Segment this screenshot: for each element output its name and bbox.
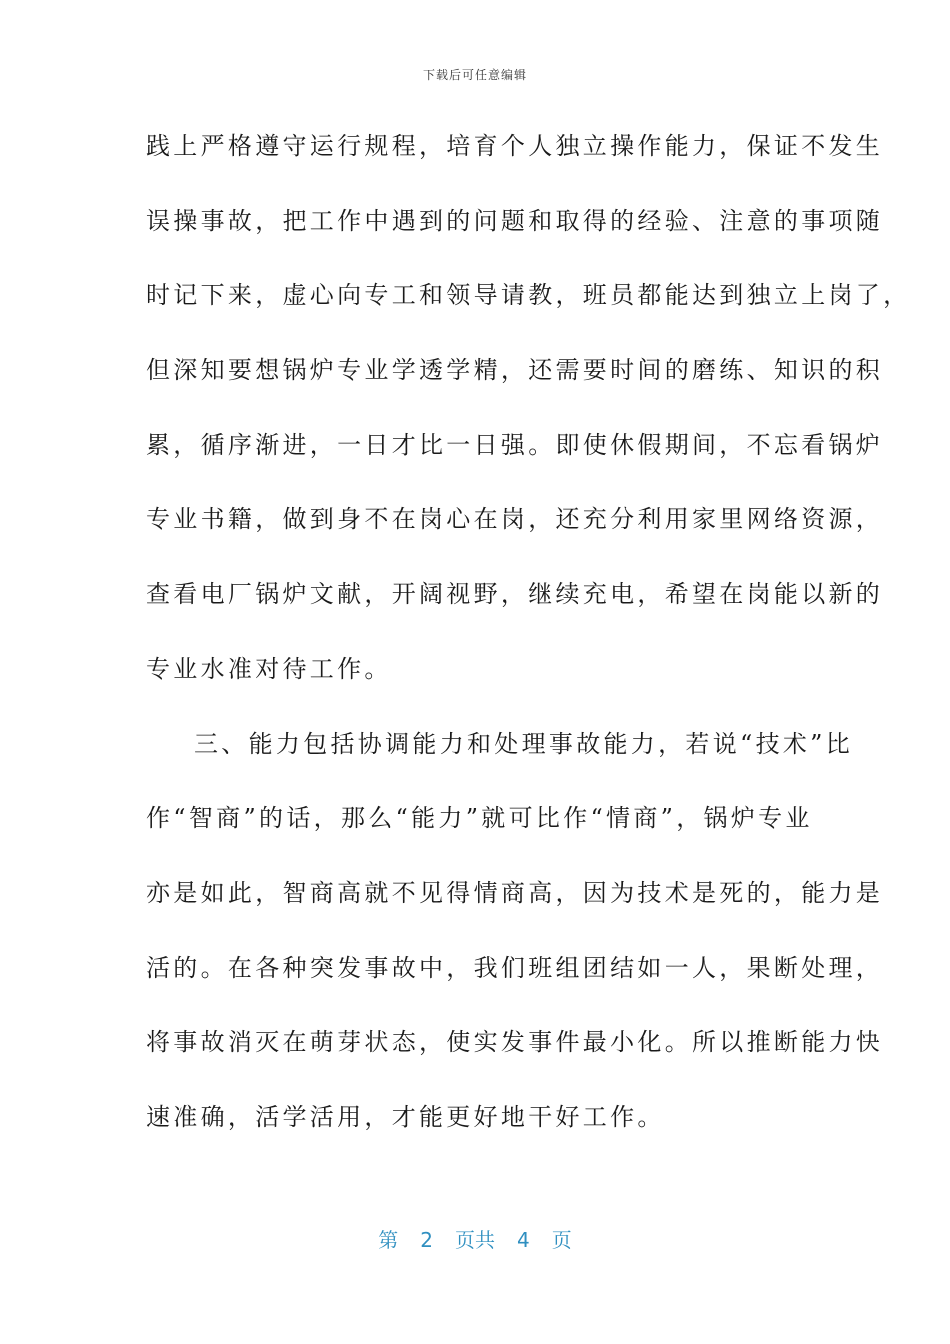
footer-page-number: 2	[420, 1228, 433, 1252]
text-line: 但深知要想锅炉专业学透学精，还需要时间的磨练、知识的积	[146, 356, 884, 385]
text-line: 专业水准对待工作。	[146, 654, 392, 683]
text-line: 时记下来，虚心向专工和领导请教，班员都能达到独立上岗了，	[146, 281, 911, 310]
text-line: 将事故消灭在萌芽状态，使实发事件最小化。所以推断能力快	[146, 1028, 884, 1057]
page-header: 下载后可任意编辑	[422, 68, 527, 82]
paragraph-start-line: 三、能力包括协调能力和处理事故能力，若说“技术”比	[194, 729, 854, 758]
text-line: 累，循序渐进，一日才比一日强。即使休假期间，不忘看锅炉	[146, 430, 884, 459]
footer-total-pages: 4	[517, 1228, 530, 1252]
page-footer	[0, 1224, 950, 1253]
text-line: 作“智商”的话，那么“能力”就可比作“情商”，锅炉专业	[146, 804, 813, 833]
footer-suffix: 页	[551, 1228, 572, 1252]
text-line: 活的。在各种突发事故中，我们班组团结如一人，果断处理，	[146, 953, 884, 982]
text-line: 速准确，活学活用，才能更好地干好工作。	[146, 1102, 665, 1131]
text-line: 专业书籍，做到身不在岗心在岗，还充分利用家里网络资源，	[146, 505, 884, 534]
text-line: 亦是如此，智商高就不见得情商高，因为技术是死的，能力是	[146, 878, 884, 907]
text-line: 误操事故，把工作中遇到的问题和取得的经验、注意的事项随	[146, 206, 884, 235]
text-line: 查看电厂锅炉文献，开阔视野，继续充电，希望在岗能以新的	[146, 580, 884, 609]
footer-middle: 页共	[455, 1228, 495, 1252]
document-body	[146, 109, 911, 1155]
footer-prefix: 第	[378, 1228, 399, 1252]
text-line: 践上严格遵守运行规程，培育个人独立操作能力，保证不发生	[146, 132, 884, 160]
